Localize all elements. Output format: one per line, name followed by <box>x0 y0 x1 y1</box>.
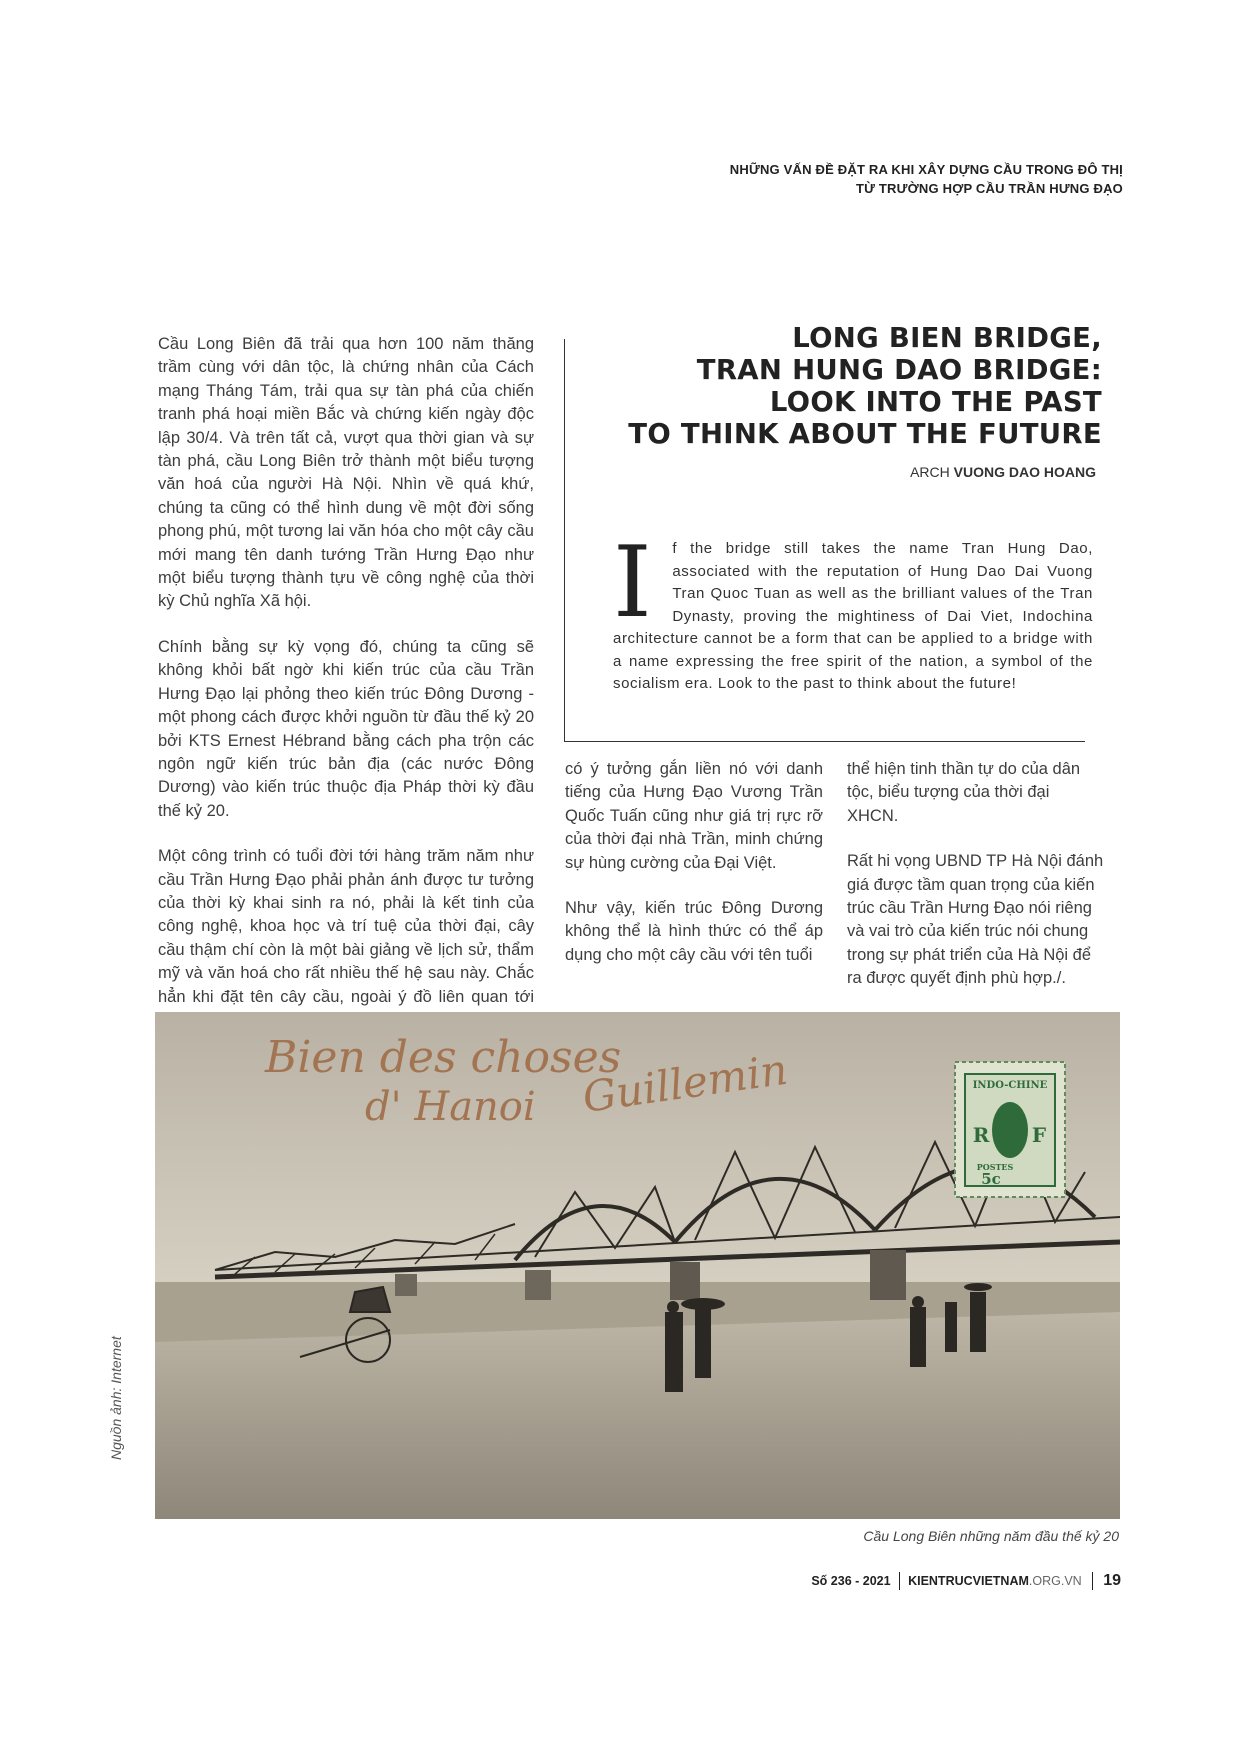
paragraph: Cầu Long Biên đã trải qua hơn 100 năm thăng trầm cùng với dân tộc, là chứng nhân của Cách mạng Tháng Tám, trải qua sự tàn phá của chiến tranh phá hoại miền Bắc và chứng kiến ngày độc lập 30/4. Và trên tất cả, vượt qua thời gian và sự tàn phá, cầu Long Biên trở thành một biểu tượng văn hoá của người Hà Nội. Nhìn về quá khứ, chúng ta cũng có thể hình dung về một đời sống phong phú, một tương lai văn hóa cho một cây cầu mới mang tên danh tướng Trần Hưng Đạo như một biểu tượng thành tựu về công nghệ của thời kỳ Chủ nghĩa Xã hội. <box>158 335 534 611</box>
bridge-pier <box>670 1262 700 1300</box>
website-domain: .ORG.VN <box>1028 1574 1082 1588</box>
paragraph: Một công trình có tuổi đời tới hàng trăm năm như cầu Trần Hưng Đạo phải phản ánh được tư tưởng của thời kỳ khai sinh ra nó, phải là kết tinh của công nghệ, khoa học và trí tuệ của thời đại, cây cầu thậm chí còn là một bài giảng về lịch sử, thẩm mỹ và văn hoá cho rất nhiều thế hệ sau này. Chắc hẳn khi đặt tên cây cầu, ngoài ý đồ liên quan tới <box>158 847 534 1006</box>
abstract <box>613 526 1093 696</box>
website <box>900 1574 1092 1588</box>
handwritten-signature: Guillemin <box>579 1044 791 1122</box>
stamp-postes: POSTES <box>976 1162 1014 1172</box>
paragraph: Như vậy, kiến trúc Đông Dương không thể là hình thức có thể áp dụng cho một cây cầu với tên tuổi <box>565 899 823 964</box>
paragraph: có ý tưởng gắn liền nó với danh tiếng của Hưng Đạo Vương Trần Quốc Tuấn cũng như giá trị rực rỡ của thời đại nhà Trần, minh chứng sự hùng cường của Đại Việt. <box>565 760 823 872</box>
postcard-illustration <box>155 1012 1120 1519</box>
drop-cap: I <box>613 526 653 640</box>
photo-credit: Nguồn ảnh: Internet <box>108 1336 124 1460</box>
bridge-pier <box>870 1250 906 1300</box>
title-line-3: LOOK INTO THE PAST <box>769 386 1102 418</box>
issue-number: Số 236 - 2021 <box>811 1574 891 1588</box>
stamp-letter-r: R <box>972 1123 990 1147</box>
title-line-1: LONG BIEN BRIDGE, <box>792 322 1102 354</box>
running-header <box>423 160 1123 198</box>
historic-postcard-photo <box>155 1012 1120 1519</box>
stamp-portrait <box>992 1102 1028 1158</box>
handwriting-line-1: Bien des choses <box>265 1032 622 1083</box>
paragraph: thể hiện tinh thần tự do của dân tộc, biểu tượng của thời đại XHCN. <box>847 760 1081 825</box>
bridge-pier <box>395 1274 417 1296</box>
photo-caption: Cầu Long Biên những năm đầu thế kỷ 20 <box>863 1528 1119 1544</box>
byline-prefix: ARCH <box>910 464 950 480</box>
body-column-2 <box>565 758 823 989</box>
paragraph: Chính bằng sự kỳ vọng đó, chúng ta cũng sẽ không khỏi bất ngờ khi kiến trúc của cầu Trần Hưng Đạo lại phỏng theo kiến trúc Đông Dương - một phong cách được khởi nguồn từ đầu thế kỷ 20 bởi KTS Ernest Hébrand bằng cách pha trộn các ngôn ngữ kiến trúc bản địa (các nước Đông Dương) vào kiến trúc thuộc địa Pháp thời kỳ đầu thế kỷ 20. <box>158 637 534 820</box>
handwriting-line-2: d' Hanoi <box>365 1084 536 1130</box>
article-title <box>560 322 1102 480</box>
byline <box>560 464 1096 480</box>
abstract-text: f the bridge still takes the name Tran Hung Dao, associated with the reputation of Hung Dao Dai Vuong Tran Quoc Tuan as well as the brilliant values of the Tran Dynasty, proving the mightiness of Dai Viet, Indochina architecture cannot be a form that can be applied to a bridge with a name expressing the free spirit of the nation, a symbol of the socialism era. Look to the past to think about the future! <box>613 540 1093 692</box>
page-footer <box>811 1572 1121 1590</box>
website-name: KIENTRUCVIETNAM <box>908 1574 1029 1588</box>
author-name: VUONG DAO HOANG <box>953 464 1096 480</box>
running-header-line-2: TỪ TRƯỜNG HỢP CẦU TRẦN HƯNG ĐẠO <box>855 181 1123 196</box>
stamp-letter-f: F <box>1031 1123 1047 1147</box>
page-number: 19 <box>1103 1572 1121 1589</box>
stamp-country: INDO-CHINE <box>972 1080 1048 1091</box>
title-line-4: TO THINK ABOUT THE FUTURE <box>628 418 1102 450</box>
body-column-3 <box>847 758 1105 1013</box>
title-line-2: TRAN HUNG DAO BRIDGE: <box>696 354 1102 386</box>
running-header-line-1: NHỮNG VẤN ĐỀ ĐẶT RA KHI XÂY DỰNG CẦU TRONG ĐÔ THỊ <box>729 162 1123 177</box>
paragraph: Rất hi vọng UBND TP Hà Nội đánh giá được tầm quan trọng của kiến trúc cầu Trần Hưng Đạo nói riêng và vai trò của kiến trúc nói chung trong sự phát triển của Hà Nội để ra được quyết định phù hợp./. <box>847 852 1104 988</box>
bridge-pier <box>525 1270 551 1300</box>
stamp-value: 5c <box>981 1170 1001 1188</box>
body-column-1 <box>158 333 534 1078</box>
postage-stamp <box>955 1062 1065 1197</box>
